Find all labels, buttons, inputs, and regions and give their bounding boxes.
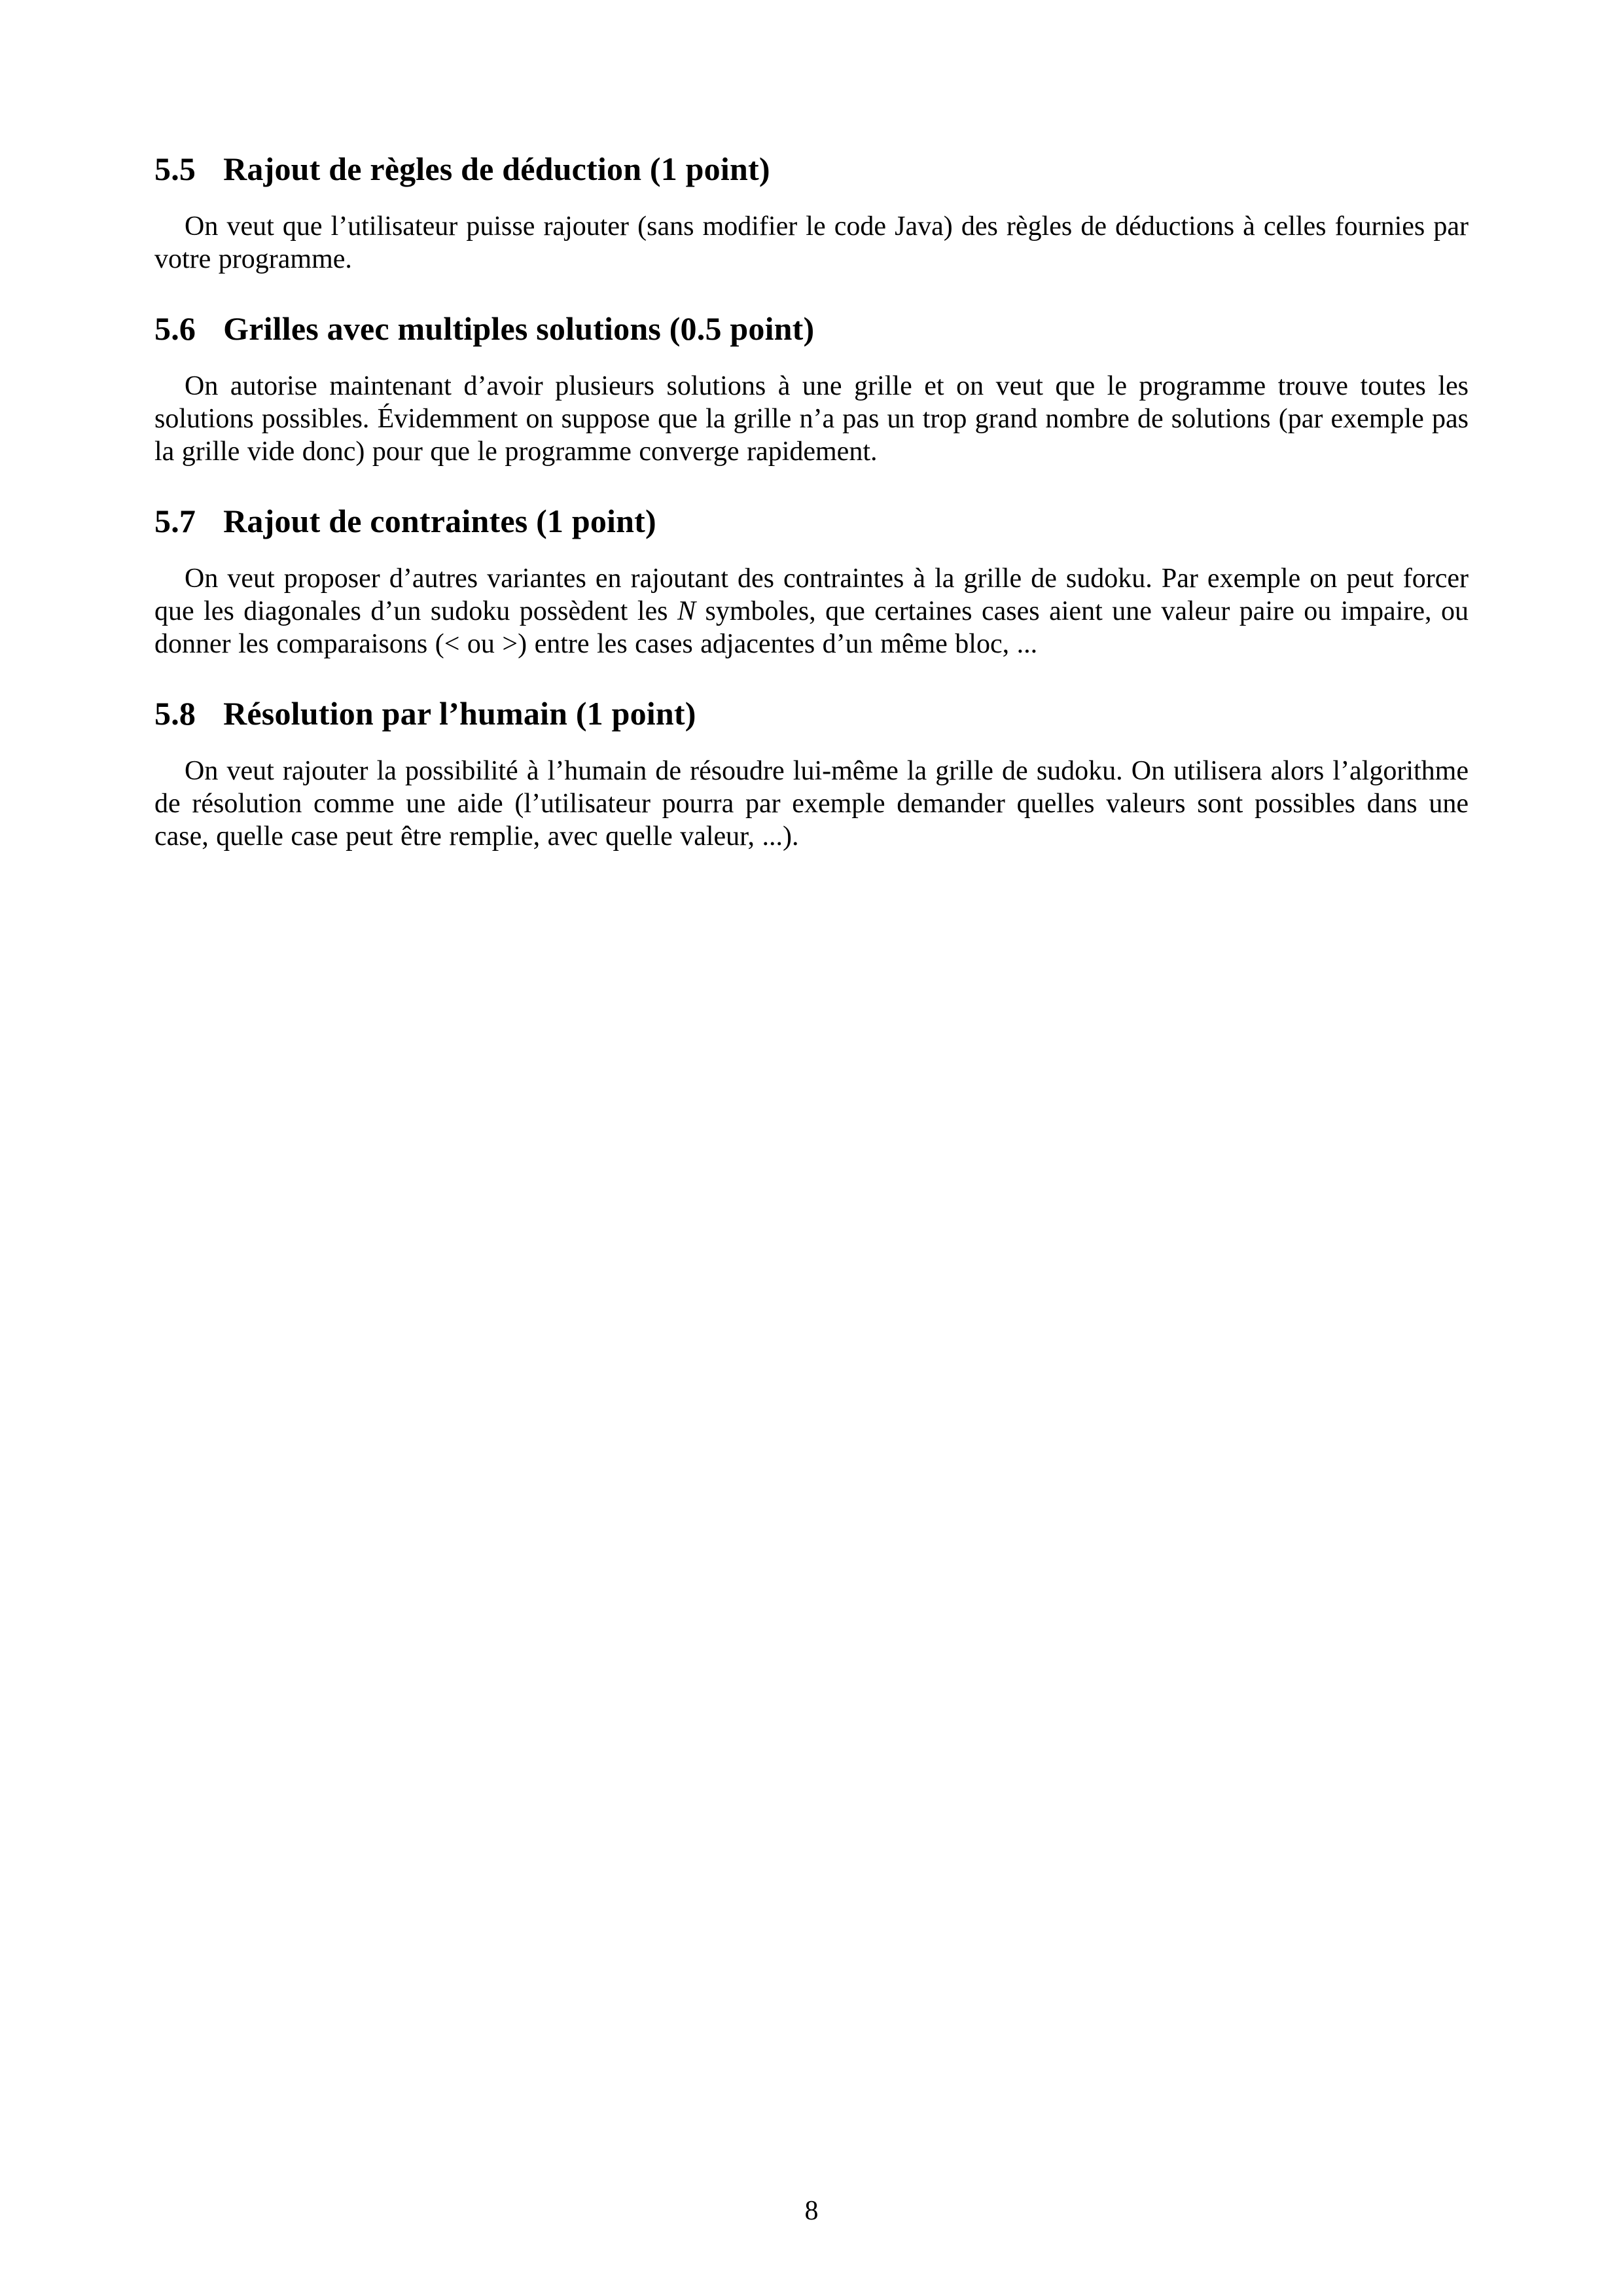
section-number: 5.5 xyxy=(154,151,196,187)
section-title: Résolution par l’humain (1 point) xyxy=(223,695,696,732)
section-5-5 xyxy=(154,150,1469,276)
section-number: 5.6 xyxy=(154,310,196,347)
document-content xyxy=(154,150,1469,853)
page-number: 8 xyxy=(804,2196,819,2226)
section-heading xyxy=(154,150,1469,188)
section-paragraph: On veut rajouter la possibilité à l’humain de résoudre lui-même la grille de sudoku. On utilisera alors l’algorithme de résolution comme une aide (l’utilisateur pourra par exemple demander quelles valeurs sont possibles dans une case, quelle case peut être remplie, avec quelle valeur, ...). xyxy=(154,756,1469,852)
section-heading xyxy=(154,310,1469,348)
section-paragraph: On veut proposer d’autres variantes en rajoutant des contraintes à la grille de sudoku. Par exemple on peut forcer que les diagonales d’un sudoku possèdent les N symboles, que certaines cases aient une valeur paire ou impaire, ou donner les comparaisons (< ou >) entre les cases adjacentes d’un même bloc, ... xyxy=(154,564,1469,659)
section-5-7 xyxy=(154,502,1469,660)
section-5-8 xyxy=(154,694,1469,853)
section-paragraph: On autorise maintenant d’avoir plusieurs solutions à une grille et on veut que le programme trouve toutes les solutions possibles. Évidemment on suppose que la grille n’a pas un trop grand nombre de solutions (par exemple pas la grille vide donc) pour que le programme converge rapidement. xyxy=(154,371,1469,467)
section-number: 5.8 xyxy=(154,695,196,732)
section-title: Rajout de règles de déduction (1 point) xyxy=(223,151,770,187)
section-heading xyxy=(154,694,1469,732)
section-heading xyxy=(154,502,1469,540)
section-number: 5.7 xyxy=(154,503,196,539)
section-5-6 xyxy=(154,310,1469,468)
section-title: Rajout de contraintes (1 point) xyxy=(223,503,656,539)
section-paragraph: On veut que l’utilisateur puisse rajouter (sans modifier le code Java) des règles de déductions à celles fournies par votre programme. xyxy=(154,211,1469,274)
section-title: Grilles avec multiples solutions (0.5 point) xyxy=(223,310,815,347)
